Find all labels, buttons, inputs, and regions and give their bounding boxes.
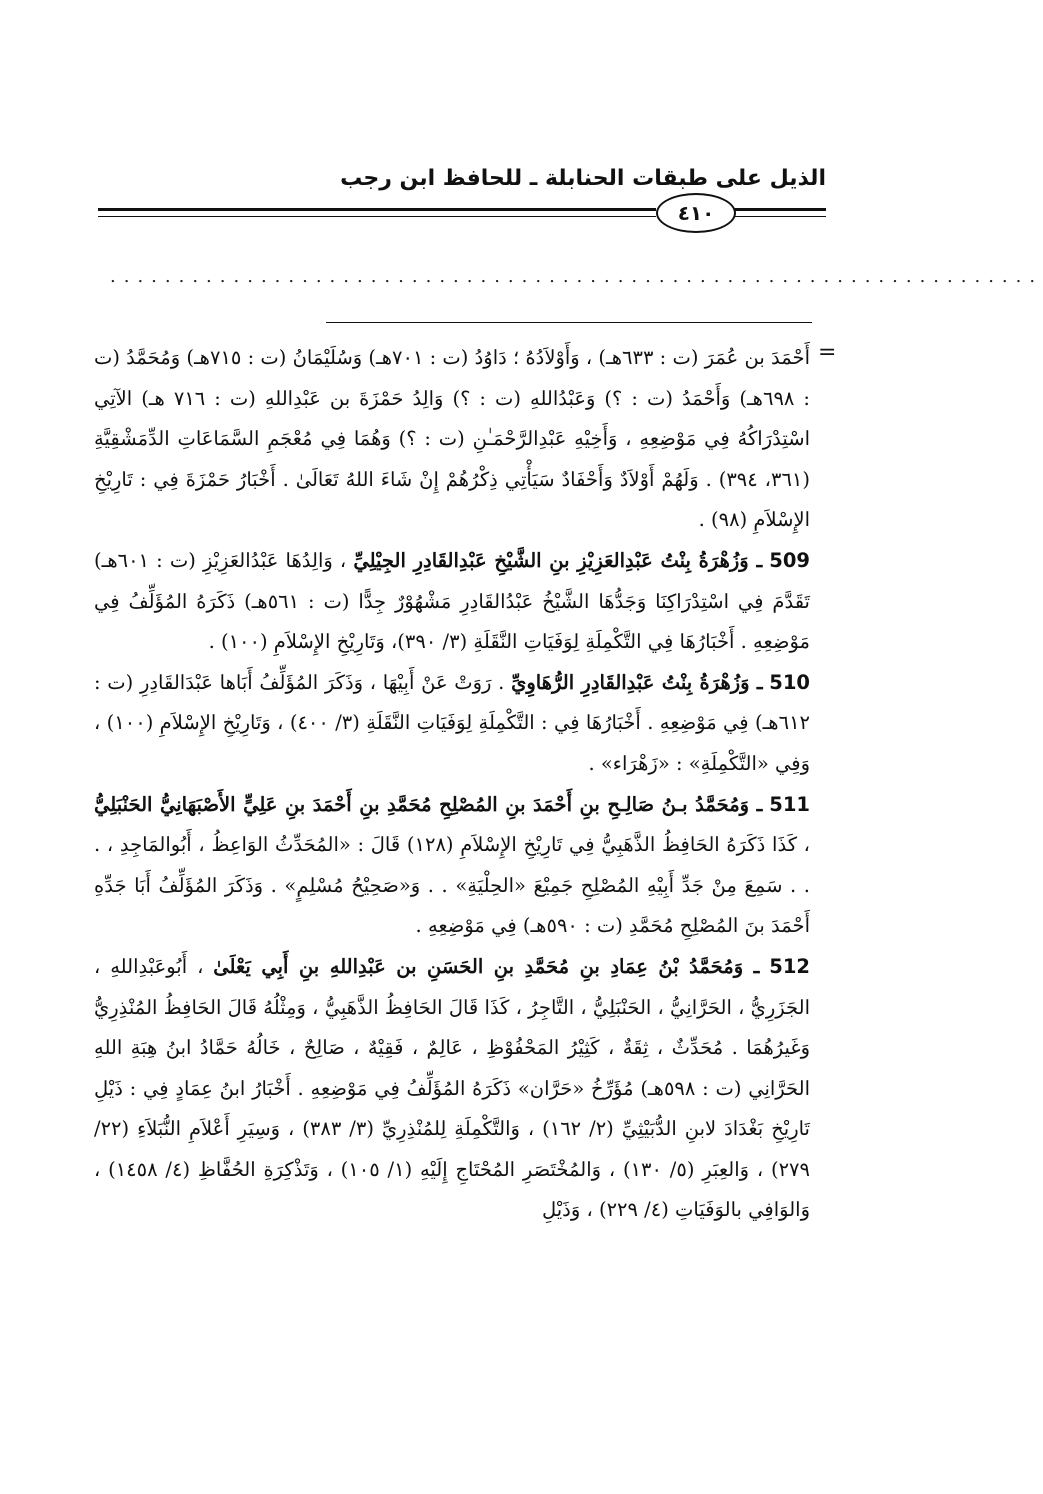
entry-number: 509	[769, 548, 811, 572]
entry-name: ـ وَمُحَمَّدُ بـنُ صَالِـحِ بنِ أَحْمَدَ بنِ المُصْلِحِ مُحَمَّدِ بنِ أَحْمَدَ بنِ عَلِيٍّ الأَصْبَهَانِيُّ الحَنْبَلِيُّ	[94, 792, 763, 816]
header-rule-right-thin	[732, 216, 826, 217]
paragraph-continuation	[94, 338, 810, 541]
continuation-mark: =	[818, 340, 837, 365]
entry-name: ـ وَزُهْرَةُ بِنْتُ عَبْدِالقَادِرِ الرُّهَاوِيِّ	[511, 670, 763, 694]
running-title: الذيل على طبقات الحنابلة ـ للحافظ ابن رجب	[340, 166, 826, 191]
entry-number: 511	[769, 792, 810, 816]
entry-name: ـ وَمُحَمَّدُ بْنُ عِمَادِ بنِ مُحَمَّدِ بنِ الحَسَنِ بن عَبْدِاللهِ بنِ أَبِي يَعْلَىٰ	[213, 954, 760, 978]
entry-text: ، كَذَا ذَكَرَهُ الحَافِظُ الذَّهَبِيُّ فِي تَارِيْخِ الإِسْلاَمِ (١٢٨) قَالَ : «المُحَدِّثُ الوَاعِظُ ، أَبُوالمَاجِدِ ، . . . سَمِعَ مِنْ جَدِّ أَبِيْهِ المُصْلِحِ جَمِيْعَ «الحِلْيَةِ» . . وَ«صَحِيْحُ مُسْلِمٍ» . وَذَكَرَ المُؤَلِّفُ أَبَا جَدِّهِ أَحْمَدَ بنَ المُصْلِحِ مُحَمَّدِ (ت : ٥٩٠هـ) فِي مَوْضِعِهِ .	[94, 833, 810, 938]
header-rule-right	[732, 208, 826, 211]
entry-text: . رَوَتْ عَنْ أَبِيْهَا ، وَذَكَرَ المُؤَلِّفُ أَبَاها عَبْدَالقَادِرِ (ت : ٦١٢هـ) فِي مَوْضِعِهِ . أَخْبَارُهَا فِي : التَّكْمِلَةِ لِوَفَيَاتِ النَّقَلَةِ (٣/ ٤٠٠) ، وَتَارِيْخِ الإِسْلاَمِ (١٠٠) ، وَفِي «التَّكْمِلَةِ» : «زَهْرَاء» .	[94, 670, 811, 775]
header-rule-left	[98, 208, 656, 211]
footnote-rule	[326, 322, 812, 323]
entry-512	[94, 947, 810, 1231]
header-rule-left-thin	[98, 216, 656, 217]
entry-text: ، أَبُوعَبْدِاللهِ ، الجَزَرِيُّ ، الحَرَّانِيُّ ، الحَنْبَلِيُّ ، التَّاجِرُ ، كَذَا قَالَ الحَافِظُ الذَّهَبِيُّ ، وَمِثْلُهُ قَالَ الحَافِظُ المُنْذِرِيُّ وَغَيرُهُمَا . مُحَدِّثٌ ، ثِقَةٌ ، كَثِيْرُ المَحْفُوْظِ ، عَالِمٌ ، فَقِيْهٌ ، صَالِحٌ ، خَالُهُ حَمَّادُ ابنُ هِبَةِ اللهِ الحَرَّانِي (ت : ٥٩٨هـ) مُؤَرِّخُ «حَرَّان» ذَكَرَهُ المُؤَلِّفُ فِي مَوْضِعِهِ . أَخْبَارُ ابنُ عِمَادٍ فِي : ذَيْلِ تَارِيْخِ بَغْدَادَ لابنِ الدُّبَيْثِيِّ (٢/ ١٦٢) ، وَالتَّكْمِلَةِ لِلمُنْذِرِيِّ (٣/ ٣٨٣) ، وَسِيَرِ أَعْلاَمِ النُّبَلاَءِ (٢٢/ ٢٧٩) ، وَالعِبَرِ (٥/ ١٣٠) ، وَالمُخْتَصَرِ المُحْتَاجِ إِلَيْهِ (١/ ١٠٥) ، وَتَذْكِرَةِ الحُفَّاظِ (٤/ ١٤٥٨) ، وَالوَافِي بالوَفَيَاتِ (٤/ ٢٢٩) ، وَذَيْلِ	[94, 954, 810, 1222]
entry-511	[94, 785, 810, 947]
entry-name: ـ وَزُهْرَةُ بِنْتُ عَبْدِالعَزِيْزِ بنِ الشَّيْخِ عَبْدِالقَادِرِ الجِيْلِيِّ	[353, 548, 763, 572]
entry-text: ، وَالِدُهَا عَبْدُالعَزِيْزِ (ت : ٦٠١هـ) تَقَدَّمَ فِي اسْتِدْرَاكِنَا وَجَدُّهَا الشَّيْخُ عَبْدُالقَادِرِ مَشْهُوْرٌ جِدًّا (ت : ٥٦١هـ) ذَكَرَهُ المُؤَلِّفُ فِي مَوْضِعِهِ . أَخْبَارُهَا فِي التَّكْمِلَةِ لِوَفَيَاتِ النَّقَلَةِ (٣/ ٣٩٠)، وَتَارِيْخِ الإِسْلاَمِ (١٠٠) .	[94, 548, 810, 654]
entry-number: 510	[769, 670, 810, 694]
page-header	[98, 160, 826, 240]
entry-510	[94, 663, 810, 785]
entry-509	[94, 541, 810, 663]
footnote-body	[94, 338, 810, 1231]
page-number: ٤١٠	[656, 193, 736, 233]
entry-number: 512	[769, 954, 810, 978]
separator-dots: ....................................................................	[110, 266, 1043, 287]
paragraph-text: أَحْمَدَ بن عُمَرَ (ت : ٦٣٣هـ) ، وَأَوْلاَدُهُ ؛ دَاوُدُ (ت : ٧٠١هـ) وَسُلَيْمَانُ (ت : ٧١٥هـ) وَمُحَمَّدُ (ت : ٦٩٨هـ) وَأَحْمَدُ (ت : ؟) وَعَبْدُاللهِ (ت : ؟) وَالِدُ حَمْزَةَ بن عَبْدِاللهِ (ت : ٧١٦ هـ) الآتِي اسْتِدْرَاكُهُ فِي مَوْضِعِهِ ، وَأَخِيْهِ عَبْدِالرَّحْمَـٰنِ (ت : ؟) وَهُمَا فِي مُعْجَمِ السَّمَاعَاتِ الدِّمَشْقِيَّةِ (٣٦١، ٣٩٤) . وَلَهُمْ أَوْلاَدٌ وَأَحْفَادٌ سَيَأْتِي ذِكْرُهُمْ إِنْ شَاءَ اللهُ تَعَالَىٰ . أَخْبَارُ حَمْزَةَ فِي : تَارِيْخِ الإِسْلاَمِ (٩٨) .	[94, 346, 810, 532]
